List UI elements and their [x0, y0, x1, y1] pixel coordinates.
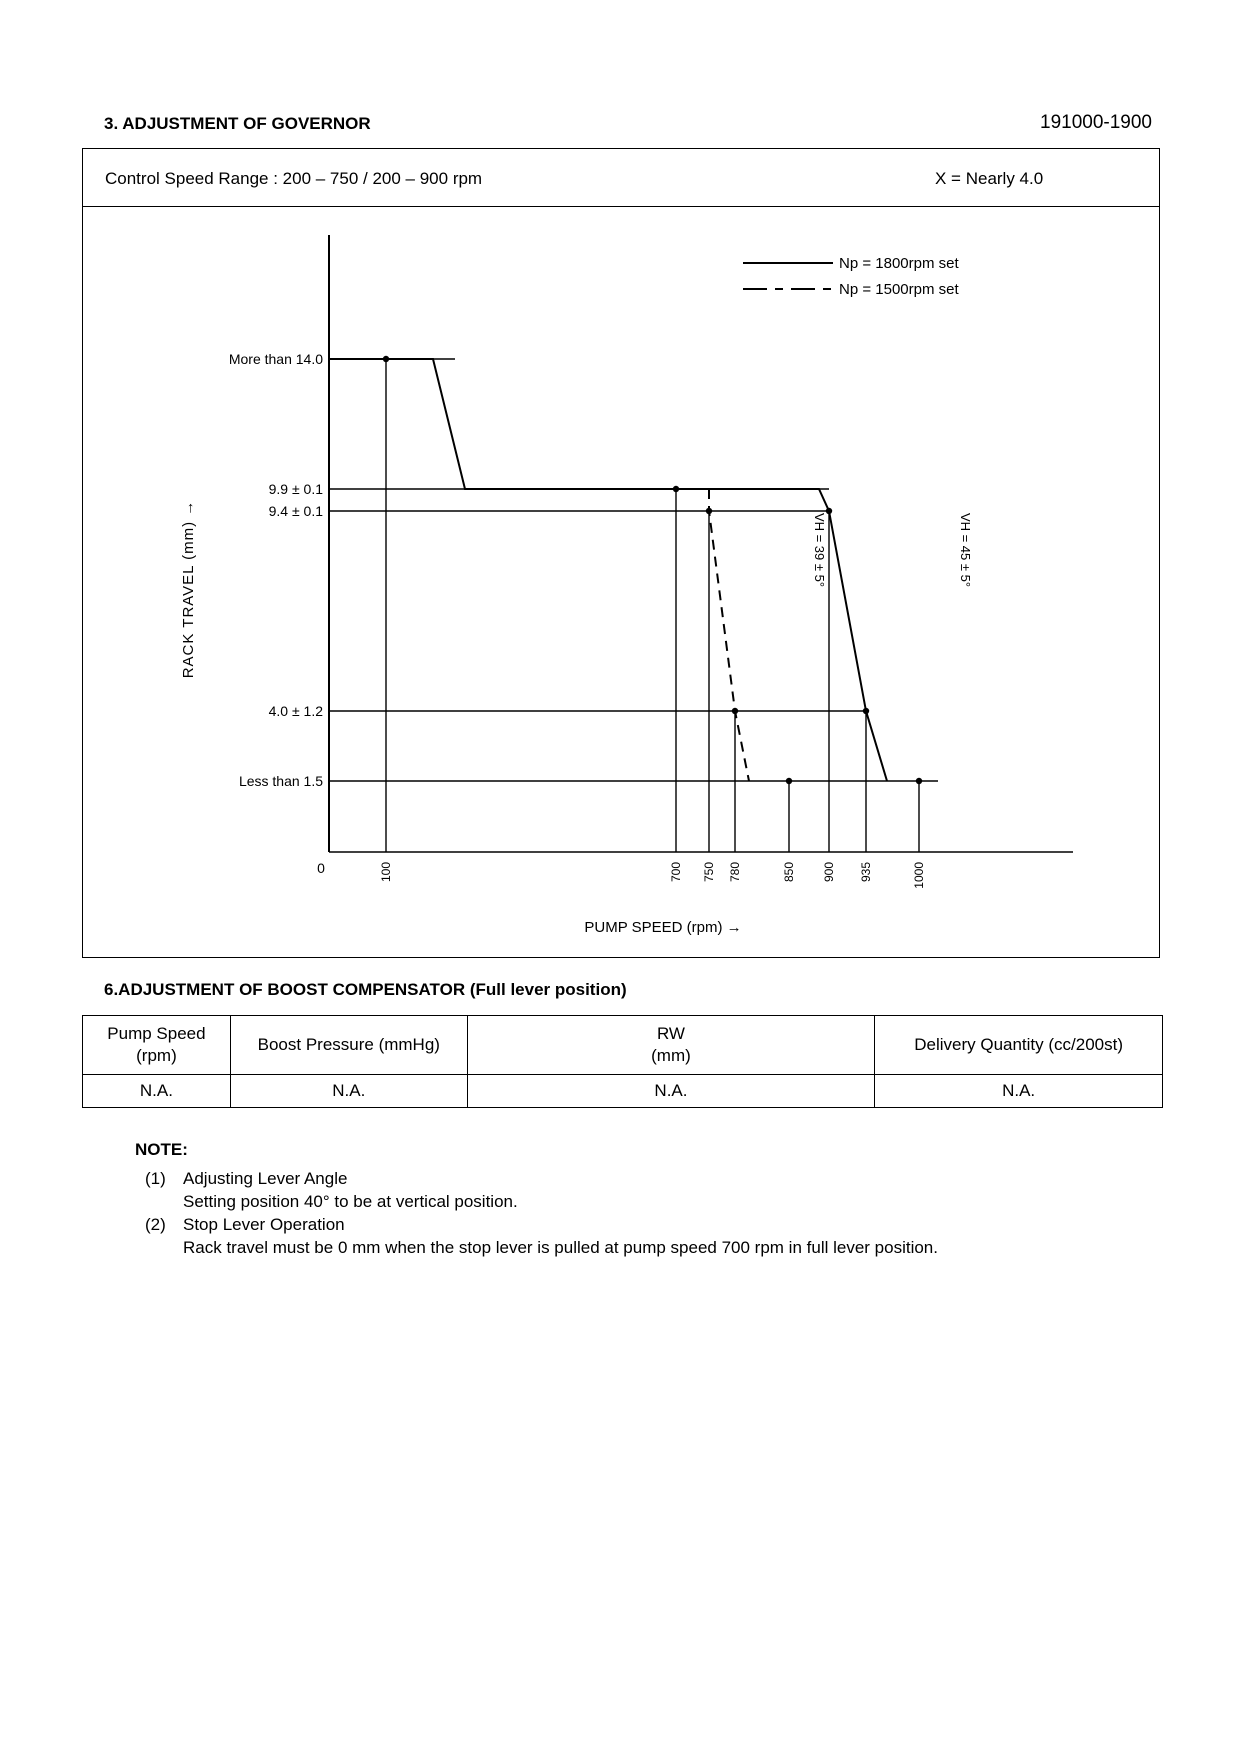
vh-annotation-2: VH = 45 ± 5° [958, 512, 973, 588]
vh-annotation-1: VH = 39 ± 5° [812, 512, 827, 588]
note-item [145, 1167, 938, 1213]
pump-code: 191000-1900 [1040, 112, 1152, 133]
governor-chart [83, 207, 1158, 955]
boost-header-row [83, 1016, 1163, 1075]
note-text: Rack travel must be 0 mm when the stop lever is pulled at pump speed 700 rpm in full lever position. [183, 1238, 938, 1257]
data-point [383, 356, 389, 362]
chart-legend [743, 255, 959, 298]
table-row [83, 1075, 1163, 1108]
cell-pump-speed: N.A. [83, 1075, 231, 1108]
y-tick-label: More than 14.0 [228, 351, 323, 367]
data-point [673, 486, 679, 492]
cell-boost-pressure: N.A. [230, 1075, 467, 1108]
y-tick-label: 9.4 ± 0.1 [268, 503, 323, 519]
cell-delivery-quantity: N.A. [875, 1075, 1163, 1108]
note-number: (2) [145, 1215, 166, 1234]
origin-label: 0 [317, 860, 325, 876]
boost-table [82, 1015, 1163, 1108]
x-tick-label: 750 [702, 862, 716, 883]
note-text: Setting position 40° to be at vertical position. [183, 1192, 518, 1211]
x-axis-label: PUMP SPEED (rpm) → [584, 919, 742, 936]
boost-section-title: 6.ADJUSTMENT OF BOOST COMPENSATOR (Full lever position) [104, 980, 627, 999]
note-number: (1) [145, 1169, 166, 1188]
note-item [145, 1213, 938, 1259]
data-point [916, 778, 922, 784]
x-value: X = Nearly 4.0 [935, 169, 1044, 188]
col-rw: RW (mm) [467, 1016, 875, 1075]
legend-label: Np = 1800rpm set [839, 255, 959, 272]
legend-label: Np = 1500rpm set [839, 281, 959, 298]
data-point [863, 708, 869, 714]
x-tick-label: 900 [822, 862, 836, 883]
x-tick-label: 700 [669, 862, 683, 883]
governor-panel [82, 148, 1160, 958]
col-delivery-quantity: Delivery Quantity (cc/200st) [875, 1016, 1163, 1075]
y-tick-label: 4.0 ± 1.2 [268, 703, 323, 719]
data-point [786, 778, 792, 784]
x-tick-label: 780 [728, 862, 742, 883]
series-line [329, 359, 887, 781]
x-tick-label: 100 [379, 862, 393, 883]
control-speed-range: Control Speed Range : 200 – 750 / 200 – 900 rpm [105, 169, 483, 188]
note-heading: NOTE: [135, 1140, 188, 1159]
governor-header [83, 149, 1159, 207]
y-tick-label: 9.9 ± 0.1 [268, 481, 323, 497]
x-tick-label: 935 [859, 862, 873, 883]
x-tick-label: 1000 [912, 862, 926, 889]
x-tick-label: 850 [782, 862, 796, 883]
note-title: Adjusting Lever Angle [183, 1169, 348, 1188]
y-axis-label: RACK TRAVEL (mm) → [180, 499, 197, 679]
section-title: 3. ADJUSTMENT OF GOVERNOR [104, 114, 371, 133]
series-line [709, 489, 749, 781]
note-title: Stop Lever Operation [183, 1215, 345, 1234]
note-list [145, 1167, 938, 1259]
col-boost-pressure: Boost Pressure (mmHg) [230, 1016, 467, 1075]
data-point [732, 708, 738, 714]
col-pump-speed: Pump Speed (rpm) [83, 1016, 231, 1075]
data-point [706, 508, 712, 514]
y-tick-label: Less than 1.5 [238, 773, 323, 789]
cell-rw: N.A. [467, 1075, 875, 1108]
